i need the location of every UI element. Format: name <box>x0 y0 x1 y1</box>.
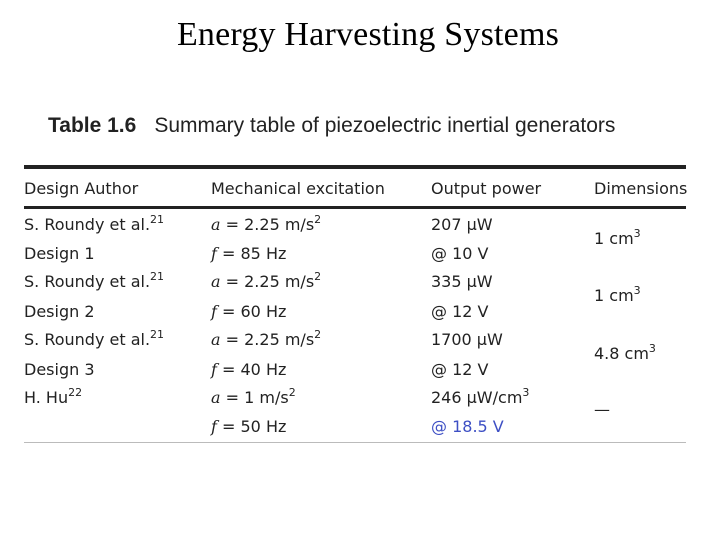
excitation-cell: a = 2.25 $m/s^2$ <box>211 270 322 291</box>
author-cell: Design 1 <box>24 244 95 263</box>
table-top-rule <box>24 165 686 169</box>
excitation-cell: f = 50 Hz <box>211 417 287 436</box>
author-cell: H. Hu$^{22}$ <box>24 386 83 407</box>
author-cell: S. Roundy et al.$^{21}$ <box>24 328 165 349</box>
dimension-cell: 4.8 $cm^3$ <box>594 342 656 363</box>
excitation-cell: a = 1 $m/s^2$ <box>211 386 296 407</box>
header-output-power: Output power <box>431 179 542 198</box>
dimension-cell: 1 $cm^3$ <box>594 284 641 305</box>
author-cell: Design 2 <box>24 302 95 321</box>
power-cell: 335 μW <box>431 272 493 291</box>
slide-title: Energy Harvesting Systems <box>176 16 560 53</box>
power-cell: 207 μW <box>431 215 493 234</box>
header-dimensions: Dimensions <box>594 179 688 198</box>
dimension-cell: — <box>594 400 610 419</box>
power-cell: @ 12 V <box>431 360 489 379</box>
table-bottom-rule <box>24 442 686 443</box>
table-caption-text: Summary table of piezoelectric inertial generators <box>154 114 616 137</box>
power-cell: @ 12 V <box>431 302 489 321</box>
dimension-cell: 1 $cm^3$ <box>594 227 641 248</box>
table-caption <box>48 114 615 138</box>
table-number: Table 1.6 <box>48 114 137 137</box>
power-cell: 1700 μW <box>431 330 503 349</box>
table-header-rule <box>24 206 686 209</box>
excitation-cell: f = 85 Hz <box>211 244 287 263</box>
header-design-author: Design Author <box>24 179 139 198</box>
author-cell: Design 3 <box>24 360 95 379</box>
power-cell: @ 18.5 V <box>431 417 504 436</box>
author-cell: S. Roundy et al.$^{21}$ <box>24 270 165 291</box>
power-cell: @ 10 V <box>431 244 489 263</box>
excitation-cell: a = 2.25 $m/s^2$ <box>211 328 322 349</box>
excitation-cell: f = 40 Hz <box>211 360 287 379</box>
header-mechanical-excitation: Mechanical excitation <box>211 179 385 198</box>
excitation-cell: a = 2.25 $m/s^2$ <box>211 213 322 234</box>
author-cell: S. Roundy et al.$^{21}$ <box>24 213 165 234</box>
excitation-cell: f = 60 Hz <box>211 302 287 321</box>
power-cell: 246 $\mu W/cm^3$ <box>431 386 530 407</box>
